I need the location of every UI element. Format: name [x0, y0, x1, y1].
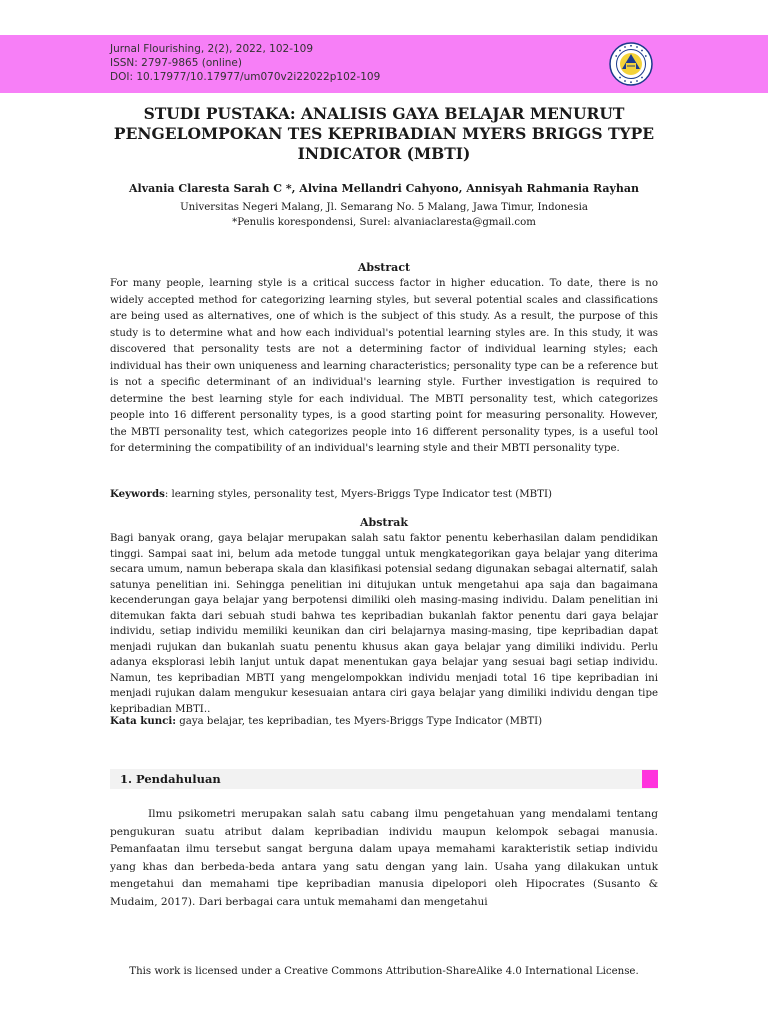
correspondence-email: *Penulis korespondensi, Surel: alvaniaclaresta@gmail.com	[232, 217, 536, 228]
kata-kunci-label: Kata kunci:	[110, 715, 177, 727]
section-accent-marker	[642, 770, 658, 788]
section-heading: 1. Pendahuluan	[120, 772, 221, 786]
affiliation-block	[90, 200, 678, 230]
keywords-label: Keywords	[110, 488, 165, 500]
abstrak-heading: Abstrak	[359, 516, 409, 529]
keywords-line	[110, 488, 670, 500]
kata-kunci-values: gaya belajar, tes kepribadian, tes Myers-Briggs Type Indicator (MBTI)	[176, 716, 543, 727]
university-seal-icon	[609, 42, 653, 86]
journal-citation: Jurnal Flourishing, 2(2), 2022, 102-109	[110, 43, 314, 55]
abstrak-text: Bagi banyak orang, gaya belajar merupakan salah satu faktor penentu keberhasilan dalam pendidikan tinggi. Sampai saat ini, belum ada metode tunggal untuk mengkategorikan gaya belajar yang diterima secara umum, namun beberapa skala dan klasifikasi potensial sedang digunakan sebagai alternatif, salah satunya penelitian ini. Sehingga penelitian ini ditujukan untuk mengetahui apa saja dan bagaimana kecenderungan gaya belajar yang berpotensi dimiliki oleh masing-masing individu. Dalam penelitian ini ditemukan fakta dari sebuah studi bahwa tes kepribadian bukanlah faktor penentu dari gaya belajar individu, setiap individu memiliki keunikan dan ciri belajarnya masing-masing, tipe kepribadian dapat menjadi rujukan dan bukanlah suatu penentu khusus akan gaya belajar yang dimiliki individu. Perlu adanya eksplorasi lebih lanjut untuk dapat menentukan gaya belajar yang sesuai bagi setiap individu. Namun, tes kepribadian MBTI yang mengelompokkan individu menjadi total 16 tipe kepribadian ini menjadi rujukan dalam mengukur kesesuaian antara ciri gaya belajar yang dimiliki individu dengan tipe kepribadian MBTI..	[110, 533, 658, 715]
kata-kunci-line	[110, 715, 670, 727]
abstract-heading: Abstract	[357, 261, 411, 274]
journal-doi: DOI: 10.17977/10.17977/um070v2i22022p102-109	[110, 71, 381, 83]
affiliation: Universitas Negeri Malang, Jl. Semarang No. 5 Malang, Jawa Timur, Indonesia	[180, 202, 588, 213]
paper-title: STUDI PUSTAKA: ANALISIS GAYA BELAJAR MENURUT PENGELOMPOKAN TES KEPRIBADIAN MYERS BRIGGS TYPE INDICATOR (MBTI)	[113, 104, 655, 163]
license-footer: This work is licensed under a Creative Commons Attribution-ShareAlike 4.0 International License.	[129, 966, 639, 977]
author-list: Alvania Claresta Sarah C *, Alvina Mellandri Cahyono, Annisyah Rahmania Rayhan	[129, 182, 639, 195]
introduction-paragraph: Ilmu psikometri merupakan salah satu cabang ilmu pengetahuan yang mendalami tentang pengukuran suatu atribut dalam kepribadian individu maupun kelompok sebagai manusia. Pemanfaatan ilmu tersebut sangat berguna dalam upaya memahami karakteristik setiap individu yang khas dan berbeda-beda antara yang satu dengan yang lain. Usaha yang dilakukan untuk mengetahui dan memahami tipe kepribadian manusia dipelopori oleh Hipocrates (Susanto & Mudaim, 2017). Dari berbagai cara untuk memahami dan mengetahui	[110, 808, 658, 908]
keywords-values: : learning styles, personality test, Myers-Briggs Type Indicator test (MBTI)	[164, 489, 552, 500]
journal-meta	[110, 42, 380, 84]
abstract-text: For many people, learning style is a critical success factor in higher education. To date, there is no widely accepted method for categorizing learning styles, but several potential scales and classifications are being used as alternatives, one of which is the subject of this study. As a result, the purpose of this study is to determine what and how each individual's potential learning styles are. In this study, it was discovered that personality tests are not a determining factor of individual learning styles; each individual has their own uniqueness and learning characteristics; personality type can be a reference but is not a specific determinant of an individual's learning style. Further investigation is required to determine the best learning style for each individual. The MBTI personality test, which categorizes people into 16 different personality types, is a good starting point for measuring personality. However, the MBTI personality test, which categorizes people into 16 different personality types, is a useful tool for determining the compatibility of an individual's learning style and their MBTI personality type.	[110, 278, 658, 454]
journal-issn: ISSN: 2797-9865 (online)	[110, 57, 242, 69]
